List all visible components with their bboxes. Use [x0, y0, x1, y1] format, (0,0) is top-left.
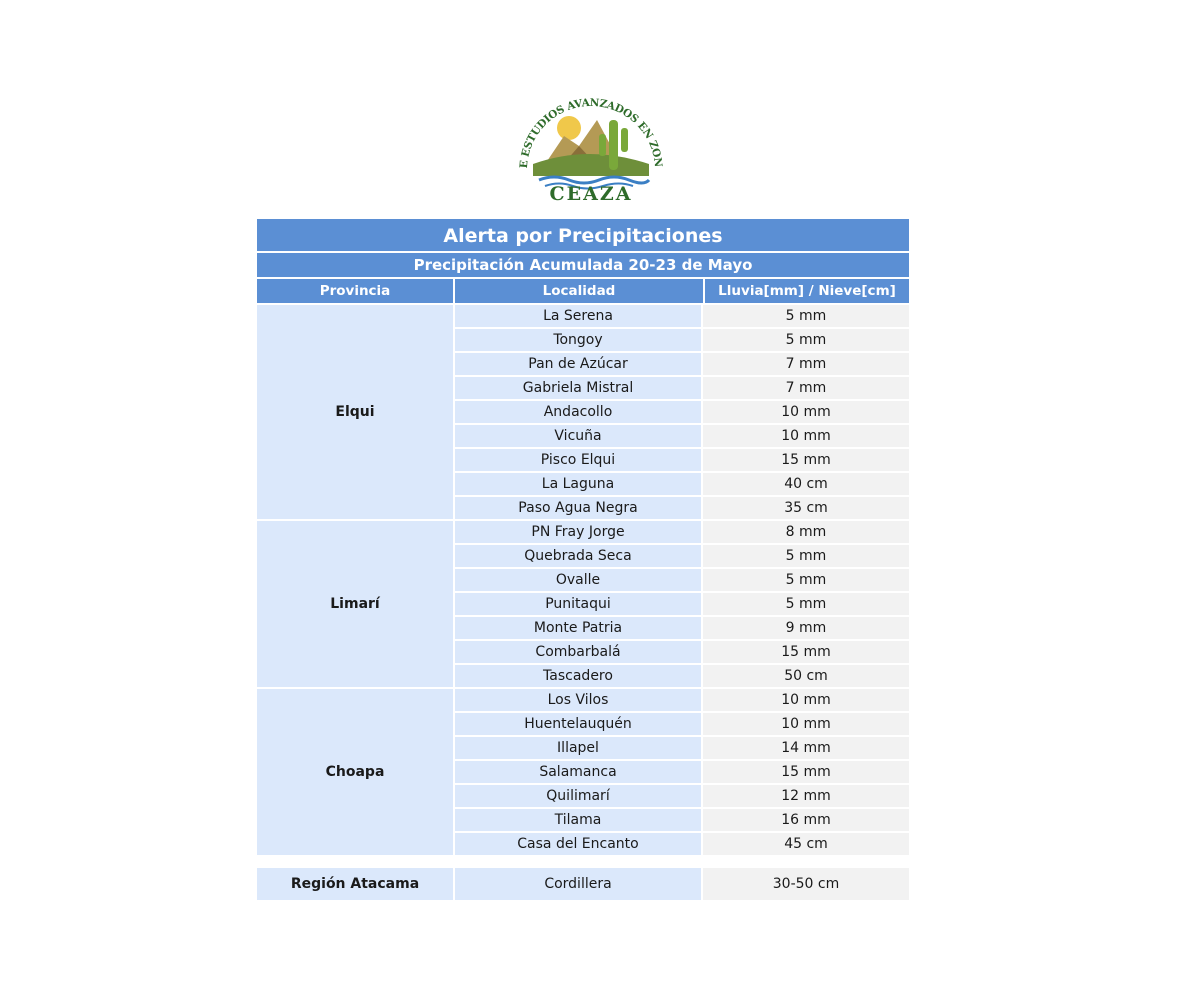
locality-cell: Quilimarí [455, 785, 701, 807]
table-title: Alerta por Precipitaciones [257, 219, 909, 253]
value-cell: 15 mm [703, 761, 909, 783]
value-cell: 15 mm [703, 641, 909, 663]
table-row [455, 761, 909, 785]
value-cell: 12 mm [703, 785, 909, 807]
header-localidad: Localidad [455, 279, 703, 303]
table-row [455, 809, 909, 833]
value-cell: 10 mm [703, 401, 909, 423]
table-row [455, 569, 909, 593]
table-row [455, 665, 909, 687]
locality-cell: Andacollo [455, 401, 701, 423]
value-cell: 30-50 cm [703, 868, 909, 900]
header-provincia: Provincia [257, 279, 453, 303]
table-row [455, 305, 909, 329]
locality-cell: Punitaqui [455, 593, 701, 615]
province-cell: Choapa [257, 689, 453, 855]
locality-cell: Monte Patria [455, 617, 701, 639]
value-cell: 5 mm [703, 305, 909, 327]
locality-cell: Quebrada Seca [455, 545, 701, 567]
province-cell: Región Atacama [257, 868, 453, 900]
value-cell: 50 cm [703, 665, 909, 687]
locality-cell: Paso Agua Negra [455, 497, 701, 519]
locality-cell: Ovalle [455, 569, 701, 591]
value-cell: 7 mm [703, 353, 909, 375]
locality-cell: Tascadero [455, 665, 701, 687]
value-cell: 5 mm [703, 569, 909, 591]
header-lluvia-nieve: Lluvia[mm] / Nieve[cm] [705, 279, 909, 303]
value-cell: 10 mm [703, 713, 909, 735]
atacama-row [257, 868, 909, 900]
value-cell: 5 mm [703, 329, 909, 351]
table-body [257, 303, 909, 855]
table-row [455, 497, 909, 519]
logo-arc-text: E ESTUDIOS AVANZADOS EN ZON [517, 96, 665, 169]
table-row [455, 689, 909, 713]
locality-cell: PN Fray Jorge [455, 521, 701, 543]
locality-cell: Pisco Elqui [455, 449, 701, 471]
table-row [455, 713, 909, 737]
value-cell: 10 mm [703, 425, 909, 447]
table-header [257, 279, 909, 303]
province-cell: Elqui [257, 305, 453, 519]
value-cell: 9 mm [703, 617, 909, 639]
table-row [455, 521, 909, 545]
locality-cell: Casa del Encanto [455, 833, 701, 855]
locality-cell: Tilama [455, 809, 701, 831]
value-cell: 5 mm [703, 593, 909, 615]
logo-name: CEAZA [549, 183, 633, 204]
province-group [257, 519, 909, 687]
value-cell: 16 mm [703, 809, 909, 831]
value-cell: 7 mm [703, 377, 909, 399]
table-row [455, 785, 909, 809]
locality-cell: Cordillera [455, 868, 701, 900]
table-row [455, 425, 909, 449]
locality-cell: Tongoy [455, 329, 701, 351]
locality-cell: Salamanca [455, 761, 701, 783]
table-row [455, 617, 909, 641]
locality-cell: Los Vilos [455, 689, 701, 711]
locality-cell: Huentelauquén [455, 713, 701, 735]
table-row [455, 449, 909, 473]
locality-cell: Illapel [455, 737, 701, 759]
ceaza-logo [509, 84, 673, 204]
province-cell: Limarí [257, 521, 453, 687]
value-cell: 14 mm [703, 737, 909, 759]
table-row [455, 833, 909, 855]
table-row [455, 329, 909, 353]
locality-cell: Gabriela Mistral [455, 377, 701, 399]
table-row [455, 353, 909, 377]
province-group [257, 303, 909, 519]
value-cell: 10 mm [703, 689, 909, 711]
table-row [455, 377, 909, 401]
locality-cell: Vicuña [455, 425, 701, 447]
precipitation-table [257, 219, 909, 900]
table-row [455, 641, 909, 665]
value-cell: 45 cm [703, 833, 909, 855]
province-group [257, 687, 909, 855]
locality-cell: La Laguna [455, 473, 701, 495]
table-row [455, 473, 909, 497]
value-cell: 15 mm [703, 449, 909, 471]
value-cell: 40 cm [703, 473, 909, 495]
table-row [455, 545, 909, 569]
table-subtitle: Precipitación Acumulada 20-23 de Mayo [257, 253, 909, 279]
value-cell: 35 cm [703, 497, 909, 519]
locality-cell: La Serena [455, 305, 701, 327]
value-cell: 5 mm [703, 545, 909, 567]
locality-cell: Combarbalá [455, 641, 701, 663]
table-row [455, 401, 909, 425]
table-row [455, 737, 909, 761]
value-cell: 8 mm [703, 521, 909, 543]
table-row [455, 593, 909, 617]
locality-cell: Pan de Azúcar [455, 353, 701, 375]
